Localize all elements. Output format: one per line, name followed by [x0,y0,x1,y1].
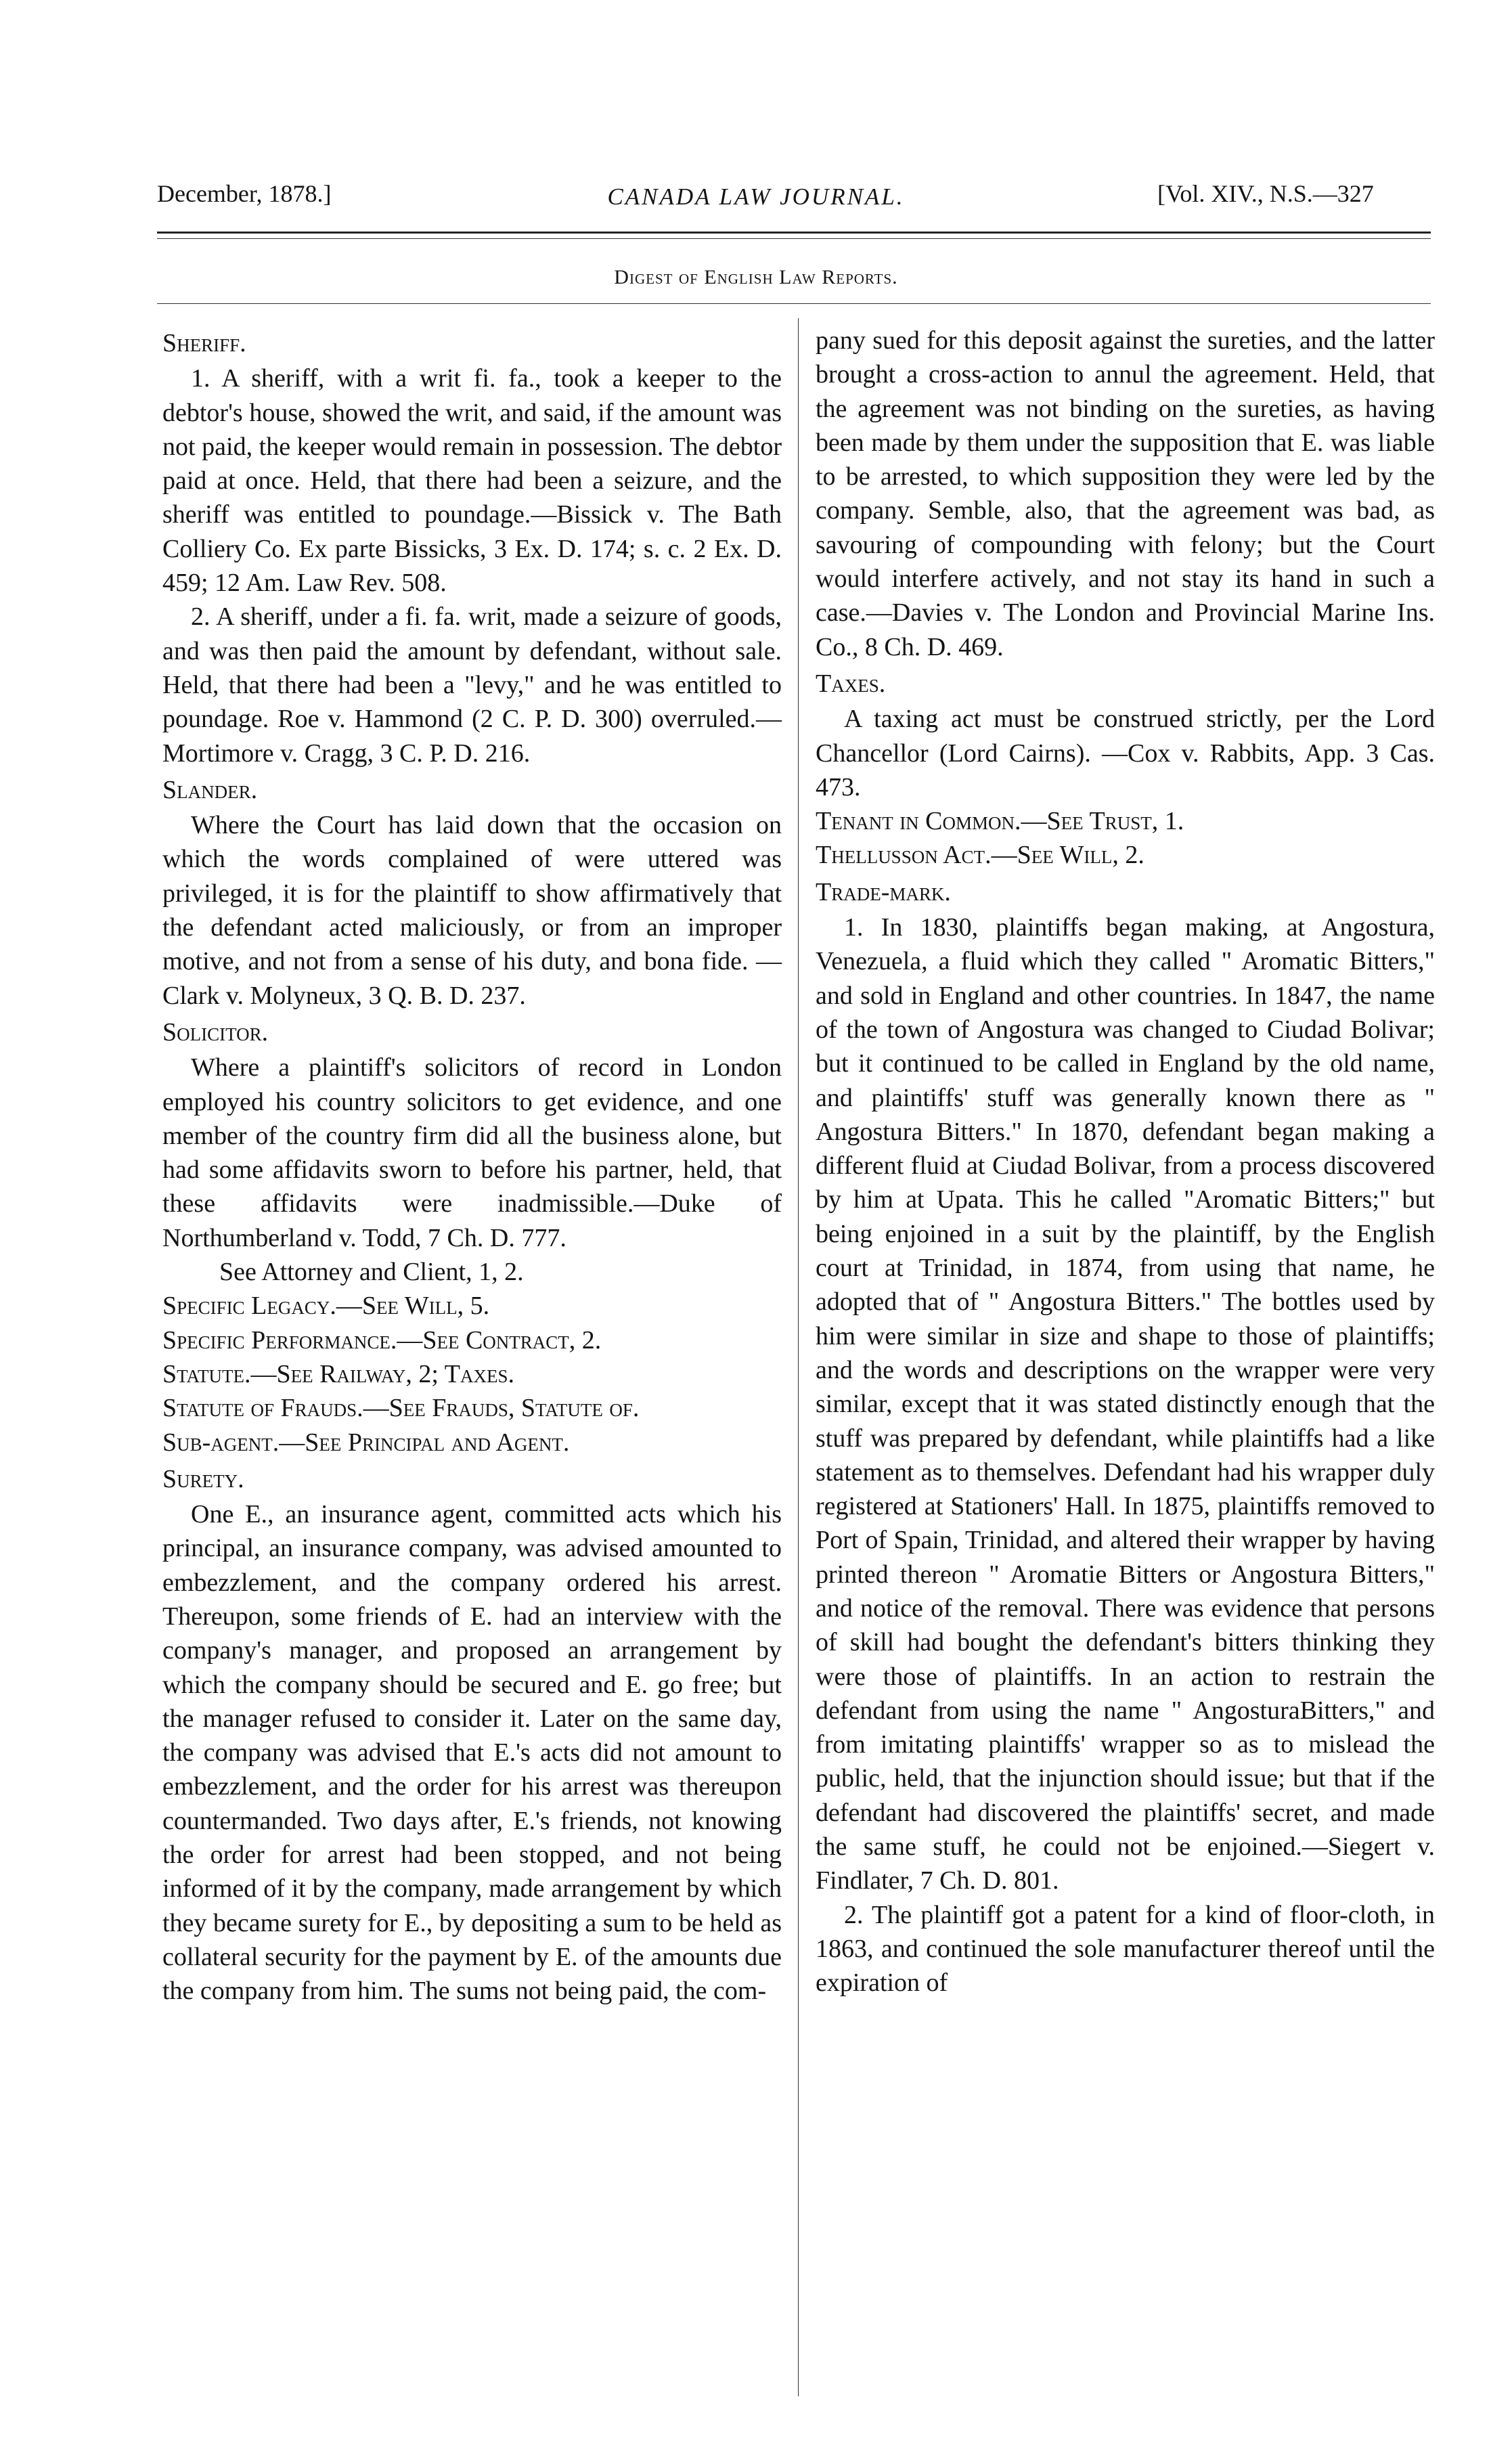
paragraph-sheriff-1: 1. A sheriff, with a writ fi. fa., took a keeper to the debtor's house, showed the writ, and said, if the amount was not paid, the keeper would remain in possession. The debtor paid at once. Held, that there had been a seizure, and the sheriff was entitled to poundage.—Bissick v. The Bath Colliery Co. Ex parte Bissicks, 3 Ex. D. 174; s. c. 2 Ex. D. 459; 12 Am. Law Rev. 508. [162,364,782,598]
xref-sub-agent: Sub-agent.—See Principal and Agent. [162,1428,570,1457]
column-divider [798,318,799,2396]
paragraph-taxes: A taxing act must be construed strictly, per the Lord Chancellor (Lord Cairns). —Cox v. Rabbits, App. 3 Cas. 473. [816,705,1435,801]
heading-slander: Slander. [162,775,258,804]
heading-taxes: Taxes. [816,669,886,698]
heading-trade-mark: Trade-mark. [816,877,951,906]
right-column [816,324,1435,2000]
xref-specific-performance: Specific Performance.—See Contract, 2. [162,1325,602,1355]
heading-sheriff: Sheriff. [162,329,246,357]
xref-thellusson-act: Thellusson Act.—See Will, 2. [816,841,1144,870]
paragraph-trade-mark-2: 2. The plaintiff got a patent for a kind of floor-cloth, in 1863, and continued the sole manufacturer thereof until the expiration of [816,1900,1435,1998]
paragraph-surety: One E., an insurance agent, committed acts which his principal, an insurance company, was advised amounted to embezzlement, and the company ordered his arrest. Thereupon, some friends of E. had an interview with the company's manager, and proposed an arrangement by which the company should be secured and E. go free; but the manager refused to consider it. Later on the same day, the company was advised that E.'s acts did not amount to embezzlement, and the order for his arrest was thereupon countermanded. Two days after, E.'s friends, not knowing the order for arrest had been stopped, and not being informed of it by the company, made arrangement by which they became surety for E., by depositing a sum to be held as collateral security for the payment by E. of the amounts due the company from him. The sums not being paid, the com- [162,1500,782,2006]
paragraph-trade-mark-1: 1. In 1830, plaintiffs began making, at Angostura, Venezuela, a fluid which they called " Aromatic Bitters," and sold in England and other countries. In 1847, the name of the town of Angostura was changed to Ciudad Bolivar; but it continued to be called in England by the old name, and plaintiffs' stuff was generally known there as " Angostura Bitters." In 1870, defendant began making a different fluid at Ciudad Bolivar, from a process discovered by him at Upata. This he called "Aromatic Bitters;" but being enjoined in a suit by the plaintiff, by the English court at Trinidad, in 1874, from using that name, he adopted that of " Angostura Bitters." The bottles used by him were similar in size and shape to those of plaintiffs; and the words and descriptions on the wrapper were very similar, except that it was stated distinctly enough that the stuff was prepared by defendant, while plaintiffs had a like statement as to themselves. Defendant had his wrapper duly registered at Stationers' Hall. In 1875, plaintiffs removed to Port of Spain, Trinidad, and altered their wrapper by having printed thereon " Aromatie Bitters or Angostura Bitters," and notice of the removal. There was evidence that persons of skill had bought the defendant's bitters thinking they were those of plaintiffs. In an action to restrain the defendant from using the name " AngosturaBitters," and from imitating plaintiffs' wrapper so as to mislead the public, held, that the injunction should issue; but that if the defendant had discovered the plaintiffs' secret, and made the same stuff, he could not be enjoined.—Siegert v. Findlater, 7 Ch. D. 801. [816,913,1435,1895]
paragraph-solicitor: Where a plaintiff's solicitors of record in London employed his country solicitors to get evidence, and one member of the country firm did all the business alone, but had some affidavits sworn to before his partner, held, that these affidavits were inadmissible.—Duke of Northumberland v. Todd, 7 Ch. D. 777. [162,1053,782,1252]
header-rule-thin [157,238,1431,239]
header-volume: [Vol. XIV., N.S.—327 [1157,180,1374,207]
xref-specific-legacy: Specific Legacy.—See Will, 5. [162,1292,490,1321]
subheading-rule [157,303,1431,304]
left-column [162,324,782,2008]
section-subheading: Digest of English Law Reports. [614,266,898,288]
paragraph-sheriff-2: 2. A sheriff, under a fi. fa. writ, made a seizure of goods, and was then paid the amount by defendant, without sale. Held, that there had been a "levy," and he was entitled to poundage. Roe v. Hammond (2 C. P. D. 300) overruled.—Mortimore v. Cragg, 3 C. P. D. 216. [162,602,782,768]
xref-statute: Statute.—See Railway, 2; Taxes. [162,1359,514,1388]
header-date: December, 1878.] [157,180,332,207]
xref-tenant-in-common: Tenant in Common.—See Trust, 1. [816,807,1184,836]
header-rule-thick [157,232,1431,234]
heading-surety: Surety. [162,1464,244,1493]
paragraph-slander: Where the Court has laid down that the occasion on which the words complained of were uttered was privileged, it is for the plaintiff to show affirmatively that the defendant acted maliciously, or from an improper motive, and not from a sense of his duty, and bona fide. —Clark v. Molyneux, 3 Q. B. D. 237. [162,811,782,1010]
running-header [0,179,1512,220]
solicitor-see-also: See Attorney and Client, 1, 2. [219,1258,524,1287]
xref-statute-of-frauds: Statute of Frauds.—See Frauds, Statute of. [162,1394,640,1423]
heading-solicitor: Solicitor. [162,1017,269,1047]
paragraph-surety-continued: pany sued for this deposit against the sureties, and the latter brought a cross-action to annul the agreement. Held, that the agreement was not binding on the sureties, as having been made by them under the supposition that E. was liable to be arrested, to which supposition they were led by the company. Semble, also, that the agreement was bad, as savouring of compounding with felony; but the Court would interfere actively, and not stay its hand in such a case.—Davies v. The London and Provincial Marine Ins. Co., 8 Ch. D. 469. [816,326,1435,661]
header-journal-title: CANADA LAW JOURNAL. [607,183,905,210]
